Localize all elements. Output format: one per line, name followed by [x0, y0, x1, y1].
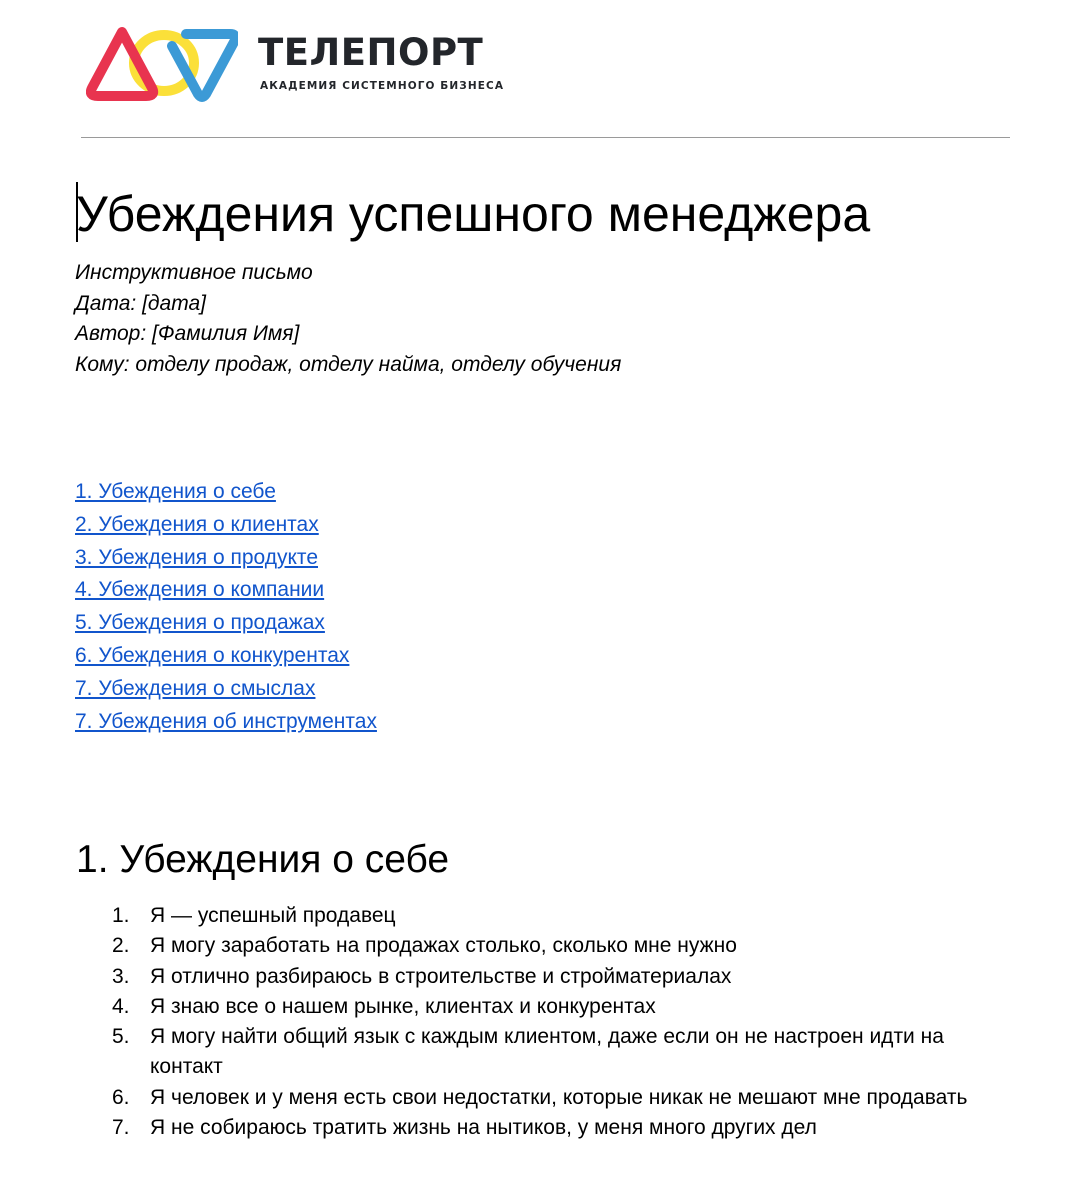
- brand-tagline: АКАДЕМИЯ СИСТЕМНОГО БИЗНЕСА: [260, 80, 505, 92]
- list-item: [0, 992, 1089, 1022]
- teleport-logo-mark-icon: [86, 26, 238, 104]
- toc-item: [75, 575, 377, 608]
- list-item-number: 7.: [112, 1116, 130, 1140]
- toc-link-beliefs-about-competitors[interactable]: 6. Убеждения о конкурентах: [75, 643, 350, 667]
- list-item-number: 3.: [112, 964, 130, 988]
- toc-link-beliefs-about-product[interactable]: 3. Убеждения о продукте: [75, 545, 318, 569]
- list-item-text: Я отлично разбираюсь в строительстве и стройматериалах: [150, 964, 732, 988]
- list-item-text: Я могу найти общий язык с каждым клиентом, даже если он не настроен идти на контакт: [150, 1025, 944, 1079]
- list-item-text: Я — успешный продавец: [150, 904, 396, 927]
- list-item-number: 5.: [112, 1025, 130, 1049]
- document-title[interactable]: Убеждения успешного менеджера: [76, 186, 871, 242]
- list-item-number: 4.: [112, 994, 130, 1018]
- toc-item: [75, 543, 377, 576]
- list-item: [0, 1022, 1089, 1083]
- section-heading-beliefs-about-self: 1. Убеждения о себе: [76, 838, 450, 881]
- toc-item: [75, 510, 377, 543]
- list-item-number: 1.: [112, 904, 130, 927]
- table-of-contents: [75, 477, 377, 739]
- header-divider: [81, 137, 1010, 138]
- list-item-text: Я не собираюсь тратить жизнь на нытиков, у меня много других дел: [150, 1116, 817, 1140]
- toc-link-beliefs-about-sales[interactable]: 5. Убеждения о продажах: [75, 611, 325, 635]
- list-item-number: 6.: [112, 1085, 130, 1109]
- company-logo: [86, 26, 506, 106]
- toc-item: [75, 707, 377, 740]
- toc-item: [75, 674, 377, 707]
- list-item-number: 2.: [112, 934, 130, 958]
- list-item-text: Я человек и у меня есть свои недостатки, которые никак не мешают мне продавать: [150, 1085, 968, 1109]
- toc-item: [75, 477, 377, 510]
- document-meta: [75, 258, 621, 380]
- list-item: [0, 1113, 1089, 1143]
- list-item-text: Я могу заработать на продажах столько, сколько мне нужно: [150, 934, 737, 958]
- meta-recipients: Кому: отделу продаж, отделу найма, отделу обучения: [75, 352, 622, 376]
- toc-link-beliefs-about-tools[interactable]: 7. Убеждения об инструментах: [75, 709, 377, 733]
- meta-author: Автор: [Фамилия Имя]: [75, 322, 300, 345]
- toc-link-beliefs-about-meanings[interactable]: 7. Убеждения о смыслах: [75, 676, 316, 700]
- beliefs-list: [0, 901, 1089, 1143]
- list-item: [0, 931, 1089, 961]
- toc-item: [75, 641, 377, 674]
- toc-item: [75, 608, 377, 641]
- meta-date: Дата: [дата]: [75, 291, 206, 315]
- list-item: [0, 1083, 1089, 1113]
- brand-name: ТЕЛЕПОРТ: [258, 31, 484, 74]
- toc-link-beliefs-about-company[interactable]: 4. Убеждения о компании: [75, 578, 325, 602]
- toc-link-beliefs-about-self[interactable]: 1. Убеждения о себе: [75, 480, 276, 503]
- list-item-text: Я знаю все о нашем рынке, клиентах и конкурентах: [150, 994, 656, 1018]
- list-item: [0, 901, 1089, 931]
- meta-type: Инструктивное письмо: [75, 261, 313, 284]
- toc-link-beliefs-about-clients[interactable]: 2. Убеждения о клиентах: [75, 512, 319, 536]
- list-item: [0, 962, 1089, 992]
